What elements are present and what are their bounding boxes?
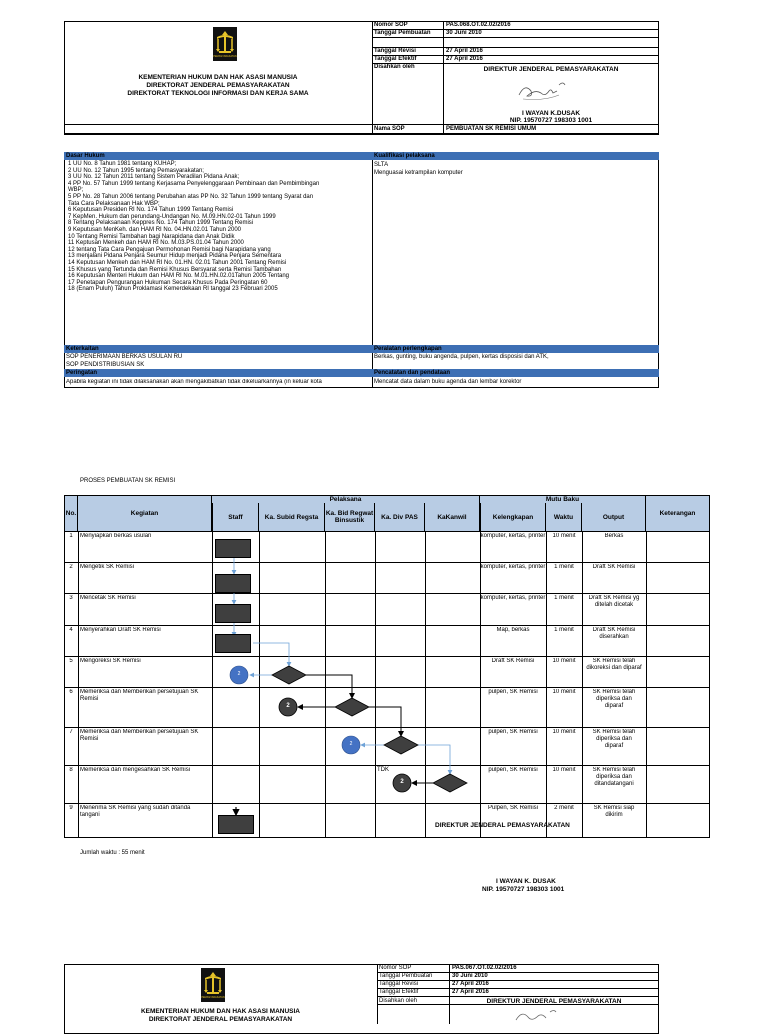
col-staff: Staff bbox=[212, 503, 259, 532]
row-waktu: 1 menit bbox=[554, 564, 574, 570]
list-item: 2 UU No. 12 Tahun 1995 tentang Pemasyarakatan; bbox=[68, 167, 204, 174]
signature bbox=[512, 1008, 562, 1024]
meta-label: Nomor SOP bbox=[379, 965, 412, 971]
dasar-hukum-title: Dasar Hukum bbox=[64, 152, 372, 160]
meta-value: 27 April 2016 bbox=[452, 981, 489, 987]
row-kelengkapan: komputer, kertas, printer bbox=[480, 533, 546, 539]
row-waktu: 10 menit bbox=[552, 729, 576, 735]
meta-label: Disahkan oleh bbox=[379, 998, 418, 1004]
kualifikasi-item: Menguasai ketrampilan komputer bbox=[374, 170, 463, 176]
col-pelaksana: Pelaksana bbox=[212, 495, 480, 504]
row-output: Draft SK Remisi diserahkan bbox=[592, 627, 636, 640]
row-kelengkapan: Map, berkas bbox=[496, 627, 530, 633]
row-kegiatan: Mengetik SK Remisi bbox=[80, 564, 135, 570]
row-kelengkapan: pulpen, SK Remisi bbox=[488, 767, 538, 773]
row-kegiatan: Memeriksa dan Memberikan persetujuan SK Remisi bbox=[80, 729, 199, 742]
list-item: 16 Keputusan Menteri Hukum dan HAM RI No. M.01.HN.02.01Tahun 2005 Tentang bbox=[68, 273, 290, 280]
col-subid: Ka. Subid Regsta bbox=[259, 503, 325, 532]
org-line: DIREKTORAT JENDERAL PEMASYARAKATAN bbox=[148, 1016, 293, 1023]
row-no: 7 bbox=[69, 729, 73, 735]
list-item: 4 PP No. 57 Tahun 1999 tentang Kerjasama Penyelenggaraan Pembinaan dan Pembimbingan bbox=[68, 180, 320, 187]
row-output: SK Remisi telah dikoreksi dan diparaf bbox=[586, 658, 642, 671]
col-kabid: Ka. Bid Regwat Binsustik bbox=[325, 503, 375, 532]
signer-nip: NIP. 19570727 198303 1001 bbox=[509, 117, 593, 124]
meta-value: 30 Juni 2010 bbox=[452, 973, 488, 979]
nama-sop-value: PEMBUATAN SK REMISI UMUM bbox=[446, 126, 537, 132]
org-line: DIREKTORAT TEKNOLOGI INFORMASI DAN KERJA SAMA bbox=[127, 90, 309, 97]
row-kegiatan: Memeriksa dan mengesahkan SK Remisi bbox=[80, 767, 191, 773]
connector-label: 2 bbox=[349, 741, 353, 747]
meta-label: Tanggal Pembuatan bbox=[379, 973, 433, 979]
peringatan-title: Peringatan bbox=[64, 369, 372, 377]
connector-label: 2 bbox=[237, 671, 241, 677]
col-kakanwil: KaKanwil bbox=[425, 503, 480, 532]
list-item: 5 PP No. 28 Tahun 2006 tentang Perubahan atas PP No. 32 Tahun 1999 tentang Syarat dan bbox=[68, 193, 314, 200]
meta-value: PAS.068.OT.02.02/2016 bbox=[446, 22, 511, 28]
col-mutu-baku: Mutu Baku bbox=[480, 495, 646, 504]
meta-label: Tanggal Revisi bbox=[379, 981, 419, 987]
row-kelengkapan: Pulpen, SK Remisi bbox=[487, 805, 539, 811]
row-no: 2 bbox=[69, 564, 73, 570]
peringatan-text: Apabila kegiatan ini tidak dilaksanakan akan mengakibatkan tidak dikeluarkannya (in keluar kota bbox=[66, 379, 322, 385]
meta-value: 30 Juni 2010 bbox=[446, 30, 482, 36]
row-kegiatan: Mengoreksi SK Remisi bbox=[80, 658, 141, 664]
col-kelengkapan: Kelengkapan bbox=[480, 503, 546, 532]
row-output: Draft SK Remisi yg ditelah dicetak bbox=[588, 595, 640, 608]
meta-value: 27 April 2016 bbox=[446, 56, 483, 62]
org-line: KEMENTERIAN HUKUM DAN HAK ASASI MANUSIA bbox=[140, 1008, 300, 1015]
meta-label: Tanggal Efektif bbox=[374, 56, 417, 62]
decision-diamond bbox=[335, 698, 369, 716]
kualifikasi-title: Kualifikasi pelaksana bbox=[372, 152, 659, 160]
row-kegiatan: Menyerahkan Draft SK Remisi bbox=[80, 627, 161, 633]
meta-label: Tanggal Revisi bbox=[374, 48, 416, 54]
row-waktu: 10 menit bbox=[552, 689, 576, 695]
meta-value: 27 April 2016 bbox=[446, 48, 483, 54]
pencatatan-title: Pencatatan dan pendataan bbox=[372, 369, 659, 377]
decision-diamond bbox=[433, 774, 467, 792]
row-kelengkapan: komputer, kertas, printer bbox=[480, 595, 546, 601]
row-no: 4 bbox=[69, 627, 73, 633]
list-item: 18 (Enam Puluh) Tahun Proklamasi Kemerdekaan RI tanggal 23 Februari 2005 bbox=[68, 286, 278, 293]
tdk-label: TDK bbox=[377, 767, 389, 773]
org-line: DIREKTORAT JENDERAL PEMASYARAKATAN bbox=[146, 82, 290, 89]
footer-nip: NIP. 19570727 198303 1001 bbox=[482, 886, 565, 893]
list-item: 15 Khusus yang Tertunda dan Remisi Khusus Bersyarat serta Remisi Tambahan bbox=[68, 266, 282, 273]
meta-label: Disahkan oleh bbox=[374, 64, 415, 70]
org-line: KEMENTERIAN HUKUM DAN HAK ASASI MANUSIA bbox=[138, 74, 298, 81]
approver-title: DIREKTUR JENDERAL PEMASYARAKATAN bbox=[483, 66, 619, 73]
list-item: 11 Keptusan Menkeh dan HAM RI No. M.03.PS.01.04 Tahun 2000 bbox=[68, 240, 244, 247]
row-kelengkapan: pulpen, SK Remisi bbox=[488, 689, 538, 695]
list-item: 13 menjalani Pidana Penjara Seumur Hidup menjadi Pidana Penjara Sementara bbox=[68, 253, 282, 260]
row-kelengkapan: pulpen, SK Remisi bbox=[488, 729, 538, 735]
meta-label: Tanggal Pembuatan bbox=[374, 30, 431, 36]
list-item: 10 Tentang Remisi Tambahan bagi Narapidana dan Anak Didik bbox=[68, 233, 235, 240]
row-output: SK Remisi telah diperiksa dan diparaf bbox=[592, 729, 636, 749]
row-waktu: 2 menit bbox=[554, 805, 574, 811]
process-step-box bbox=[215, 574, 251, 593]
row-no: 5 bbox=[69, 658, 73, 664]
emblem-logo bbox=[201, 968, 225, 1002]
col-kegiatan: Kegiatan bbox=[78, 495, 212, 532]
row-no: 3 bbox=[69, 595, 73, 601]
process-title: PROSES PEMBUATAN SK REMISI bbox=[80, 478, 176, 484]
footer-title: DIREKTUR JENDERAL PEMASYARAKATAN bbox=[435, 822, 570, 829]
decision-diamond bbox=[384, 736, 418, 754]
row-waktu: 10 menit bbox=[552, 658, 576, 664]
approver-title: DIREKTUR JENDERAL PEMASYARAKATAN bbox=[486, 998, 622, 1005]
list-item: 6 Keputusan Presiden RI No. 174 Tahun 1999 Tentang Remisi bbox=[68, 207, 234, 214]
list-item: 12 tentang Tata Cara Pengajuan Permohonan Remisi bagi Narapidana yang bbox=[68, 246, 271, 253]
col-output: Output bbox=[582, 503, 646, 532]
process-step-box bbox=[215, 634, 251, 653]
row-kegiatan: Menerima SK Remisi yang sudah ditanda tangani bbox=[80, 805, 191, 818]
row-output: Berkas bbox=[604, 533, 624, 539]
decision-diamond bbox=[272, 666, 306, 684]
list-item: 1 UU No. 8 Tahun 1981 tentang KUHAP; bbox=[68, 161, 177, 167]
list-item: Tata Cara Pelaksanaan Hak WBP; bbox=[68, 200, 160, 207]
list-item: 17 Penetapan Pengurangan Hukuman Secara Khusus Pada Peringatan 60 bbox=[68, 279, 268, 286]
row-kegiatan: Memeriksa dan Memberikan persetujuan SK Remisi bbox=[80, 689, 199, 702]
col-keterangan: Keterangan bbox=[646, 495, 710, 532]
row-waktu: 10 menit bbox=[552, 767, 576, 773]
nama-sop-label: Nama SOP bbox=[374, 126, 405, 132]
logo-caption: PEMASYARAKATAN bbox=[213, 55, 237, 58]
meta-value: 27 April 2016 bbox=[452, 989, 489, 995]
connector-label: 2 bbox=[286, 703, 290, 709]
peralatan-title: Peralatan perlengkapan bbox=[372, 345, 659, 353]
row-output: SK Remisi telah diperiksa dan diparaf bbox=[592, 689, 636, 709]
list-item: 8 Tentang Pelaksanaan Keppres No. 174 Tahun 1999 Tentang Remisi bbox=[68, 220, 254, 227]
row-no: 1 bbox=[69, 533, 73, 539]
col-kadiv: Ka. Div PAS bbox=[375, 503, 425, 532]
row-no: 9 bbox=[69, 805, 73, 811]
list-item: 14 Keputusan Menkeh dan HAM RI No. 01.HN. 02.01 Tahun 2001 Tentang Remisi bbox=[68, 259, 287, 266]
process-step-box bbox=[218, 815, 254, 834]
col-no: No. bbox=[64, 495, 78, 532]
list-item: 7 KepMen. Hukum dan perundang-Undangan No. M.09.HN.02-01 Tahun 1999 bbox=[68, 213, 276, 220]
connector-label: 2 bbox=[400, 779, 404, 785]
row-waktu: 10 menit bbox=[552, 533, 576, 539]
list-item: 3 UU No. 12 Tahun 2011 tentang Sistem Peradilan Pidana Anak; bbox=[68, 174, 240, 181]
signer-name: I WAYAN K.DUSAK bbox=[521, 110, 581, 117]
list-item: 9 Keputusan MenKeh. dan HAM RI No. 04.HN.02.01 Tahun 2000 bbox=[68, 226, 242, 233]
keterkaitan-item: SOP PENERIMAAN BERKAS USULAN RU bbox=[66, 354, 183, 360]
keterkaitan-title: Keterkaitan bbox=[64, 345, 372, 353]
row-output: SK Remisi telah diperiksa dan ditandatangani bbox=[592, 767, 636, 787]
org-title-2 bbox=[64, 1008, 377, 1024]
row-waktu: 1 menit bbox=[554, 595, 574, 601]
row-output: Draft SK Remisi bbox=[592, 564, 636, 570]
row-output: SK Remisi siap dikirim bbox=[593, 805, 635, 818]
footer-name: I WAYAN K. DUSAK bbox=[496, 878, 556, 885]
peralatan-text: Berkas, gunting, buku angenda, pulpen, kertas disposisi dan ATK, bbox=[374, 354, 549, 360]
row-kegiatan: Menyiapkan berkas usulan bbox=[80, 533, 152, 539]
logo-caption: PEMASYARAKATAN bbox=[201, 996, 225, 999]
meta-label: Tanggal Efektif bbox=[379, 989, 419, 995]
pencatatan-text: Mencatat data dalam buku agenda dan lembar korektor bbox=[374, 379, 522, 385]
row-waktu: 1 menit bbox=[554, 627, 574, 633]
row-kelengkapan: komputer, kertas, printer bbox=[480, 564, 546, 570]
keterkaitan-item: SOP PENDISTRIBUSIAN SK bbox=[66, 362, 145, 368]
total-time: Jumlah waktu : 55 menit bbox=[80, 850, 145, 856]
row-kegiatan: Mencetak SK Remisi bbox=[80, 595, 136, 601]
list-item: WBP; bbox=[68, 187, 84, 194]
meta-value: PAS.067.OT.02.02/2016 bbox=[452, 965, 517, 971]
row-kelengkapan: Draft SK Remisi bbox=[491, 658, 535, 664]
meta-label: Nomor SOP bbox=[374, 22, 408, 28]
row-no: 8 bbox=[69, 767, 73, 773]
col-waktu: Waktu bbox=[546, 503, 582, 532]
kualifikasi-item: SLTA bbox=[374, 162, 389, 168]
process-step-box bbox=[215, 539, 251, 558]
process-step-box bbox=[215, 604, 251, 623]
row-no: 6 bbox=[69, 689, 73, 695]
